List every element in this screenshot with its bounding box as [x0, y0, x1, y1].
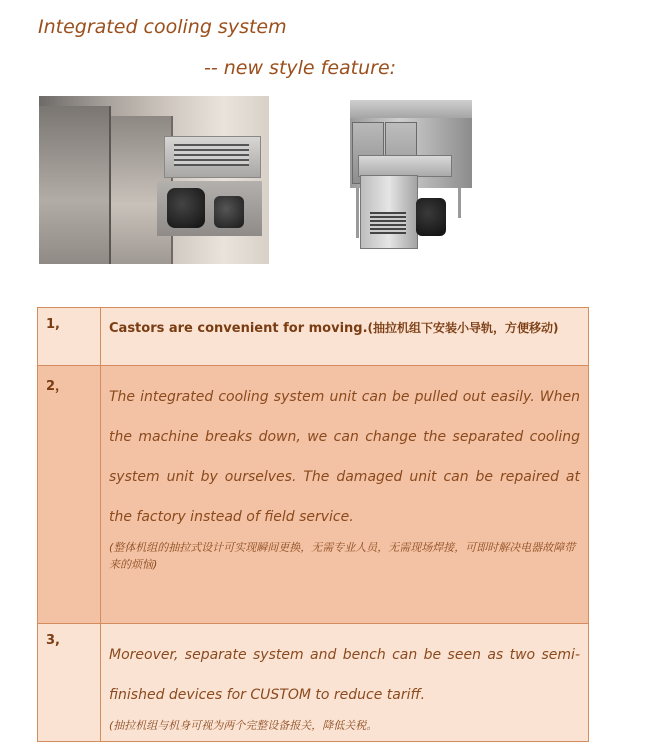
feature-text-cn: (抽拉机组下安装小导轨，方便移动): [367, 321, 559, 335]
page-subtitle: -- new style feature:: [204, 57, 397, 79]
features-table: [37, 307, 589, 742]
feature-content: [101, 624, 589, 742]
feature-text-en: The integrated cooling system unit can be pulled out easily. When the machine breaks down, we can change the separated cooling system unit by ourselves. The damaged unit can be repaired at the factory instead of field service.: [109, 389, 580, 525]
feature-text-en: Moreover, separate system and bench can be seen as two semi-finished devices for CUSTOM to reduce tariff.: [109, 647, 580, 703]
table-row: [38, 308, 589, 366]
feature-text-en: Castors are convenient for moving.: [109, 321, 368, 336]
feature-number: 3,: [38, 624, 101, 742]
table-row: [38, 624, 589, 742]
drawer-unit-pulled-out-photo: [350, 100, 472, 258]
table-row: [38, 366, 589, 624]
feature-number: 2，: [38, 366, 101, 624]
feature-content: [101, 308, 589, 366]
feature-number: 1,: [38, 308, 101, 366]
feature-content: [101, 366, 589, 624]
page-title: Integrated cooling system: [38, 16, 287, 38]
feature-text-cn: (整体机组的抽拉式设计可实现瞬间更换，无需专业人员，无需现场焊接，可即时解决电器故障带来的烦恼): [109, 541, 576, 571]
feature-text-cn: (抽拉机组与机身可视为两个完整设备报关，降低关税。: [109, 719, 378, 732]
cooling-unit-removed-photo: [39, 96, 269, 264]
